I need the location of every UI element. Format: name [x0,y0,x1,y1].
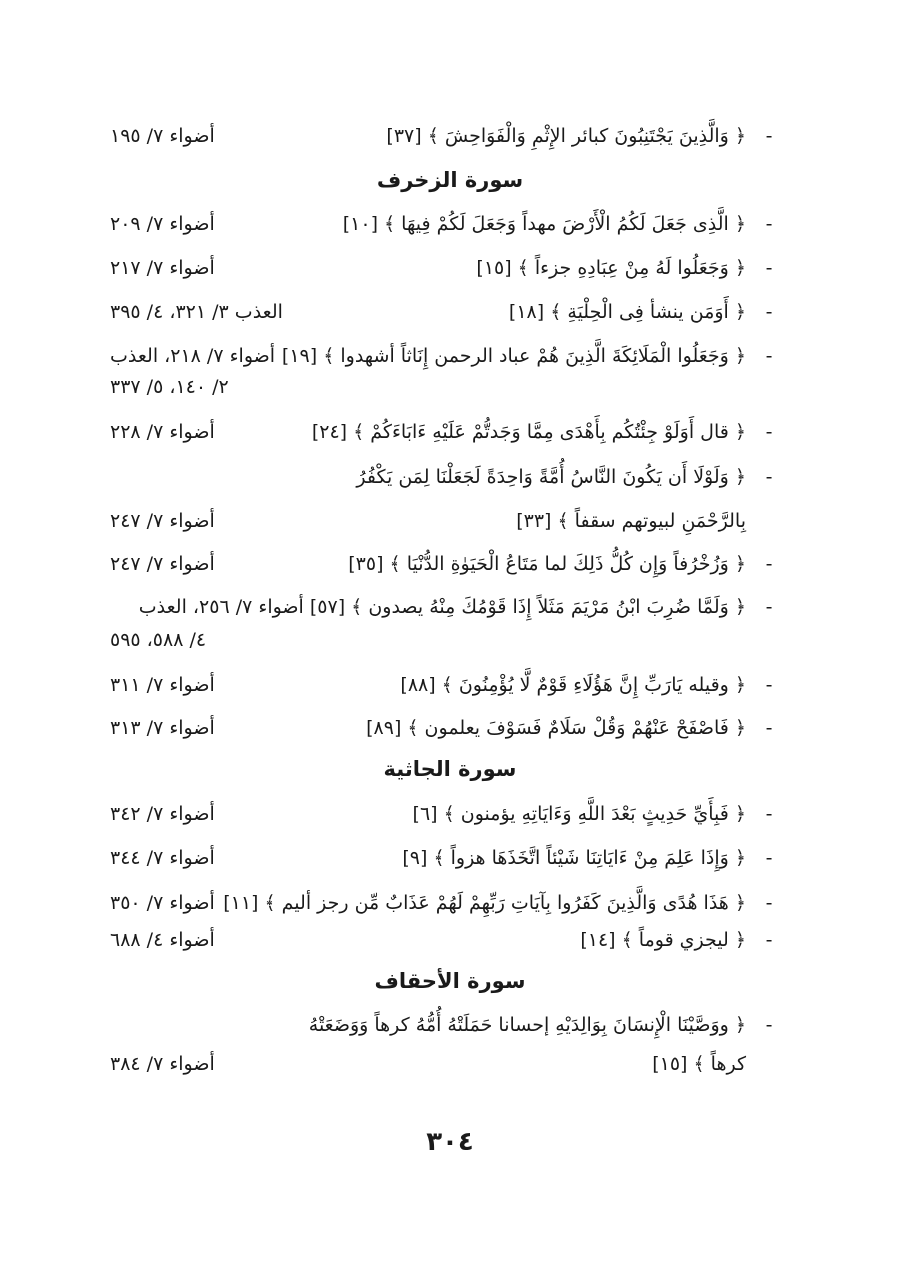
verse-text: ﴿ فَبِأَيِّ حَدِيثٍ بَعْدَ اللَّهِ وَءَايَاتِهِ يؤمنون ﴾ [٦] [412,803,746,825]
list-dash: - [765,421,773,443]
reference-continuation: ٢/ ١٤٠، ٥/ ٣٣٧ [110,376,229,398]
verse-text: ﴿ وَزُخْرُفاً وَإِن كُلُّ ذَلِكَ لما مَتَاعُ الْحَيَوٰةِ الدُّنْيَا ﴾ [٣٥] [348,553,746,575]
verse-text: ﴿ أَوَمَن ينشأ فِى الْحِلْيَةِ ﴾ [١٨] [508,301,746,323]
list-dash: - [765,674,773,696]
list-dash: - [765,466,773,488]
reference: أضواء ٧/ ٢٢٨ [110,421,215,443]
reference: أضواء ٧/ ٢٤٧ [110,510,215,532]
surah-heading: سورة الجاثية [383,757,517,781]
verse-text-continuation: كرهاً ﴾ [١٥] [652,1053,746,1075]
verse-text: ﴿ وقيله يَارَبِّ إِنَّ هَؤُلَاءِ قَوْمٌ لَّا يُؤْمِنُونَ ﴾ [٨٨] [400,674,746,696]
list-dash: - [765,301,773,323]
verse-text: ﴿ وَالَّذِينَ يَجْتَنِبُونَ كبائر الإِثْمِ وَالْفَوَاحِشَ ﴾ [٣٧] [386,125,746,147]
reference: أضواء ٧/ ٣٨٤ [110,1053,215,1075]
list-dash: - [765,257,773,279]
list-dash: - [765,213,773,235]
surah-heading: سورة الأحقاف [374,969,526,993]
reference: أضواء ٧/ ٣٥٠ [110,892,215,914]
page-number: ٣٠٤ [426,1127,474,1157]
surah-heading: سورة الزخرف [376,168,524,192]
verse-text: ﴿ هَذَا هُدًى وَالَّذِينَ كَفَرُوا بِآيَاتِ رَبِّهِمْ لَهُمْ عَذَابٌ مِّن رجز أليم ﴾ [١١] [223,892,746,914]
list-dash: - [765,125,773,147]
reference: أضواء ٧/ ١٩٥ [110,125,215,147]
verse-text: ﴿ ليجزي قوماً ﴾ [١٤] [580,929,746,951]
verse-text: ﴿ ووَصَّيْنَا الْإِنسَانَ بِوَالِدَيْهِ إحسانا حَمَلَتْهُ أُمُّهُ كرهاً وَوَضَعَتْهُ [308,1014,746,1036]
reference: أضواء ٧/ ٣٤٤ [110,847,215,869]
verse-text: ﴿ الَّذِى جَعَلَ لَكُمُ الْأَرْضَ مهداً وَجَعَلَ لَكُمْ فِيهَا ﴾ [١٠] [342,213,746,235]
list-dash: - [765,929,773,951]
list-dash: - [765,1014,773,1036]
list-dash: - [765,892,773,914]
verse-text: ﴿ وَجَعَلُوا الْمَلَائِكَةَ الَّذِينَ هُمْ عباد الرحمن إِنَاثاً أشهدوا ﴾ [١٩] [281,345,746,367]
list-dash: - [765,345,773,367]
reference: أضواء ٧/ ٢٠٩ [110,213,215,235]
list-dash: - [765,717,773,739]
verse-text: ﴿ وَلَوْلَا أَن يَكُونَ النَّاسُ أُمَّةً وَاحِدَةً لَجَعَلْنَا لِمَن يَكْفُرُ [356,466,746,488]
reference: أضواء ٧/ ٢١٨، العذب [110,345,276,367]
reference: أضواء ٧/ ٣١١ [110,674,215,696]
verse-text: ﴿ وَجَعَلُوا لَهُ مِنْ عِبَادِهِ جزءاً ﴾ [١٥] [476,257,746,279]
verse-text: ﴿ وَإِذَا عَلِمَ مِنْ ءَايَاتِنَا شَيْئاً اتَّخَذَهَا هزواً ﴾ [٩] [402,847,746,869]
verse-text: ﴿ فَاصْفَحْ عَنْهُمْ وَقُلْ سَلَامٌ فَسَوْفَ يعلمون ﴾ [٨٩] [366,717,746,739]
reference: أضواء ٧/ ٢٤٧ [110,553,215,575]
list-dash: - [765,847,773,869]
reference: أضواء ٤/ ٦٨٨ [110,929,215,951]
verse-text: ﴿ وَلَمَّا ضُرِبَ ابْنُ مَرْيَمَ مَثَلاً إِذَا قَوْمُكَ مِنْهُ يصدون ﴾ [٥٧] أضواء ٧/ ٢٥٦، العذب [138,596,746,618]
list-dash: - [765,553,773,575]
reference: العذب ٣/ ٣٢١، ٤/ ٣٩٥ [110,301,283,323]
reference-continuation: ٤/ ٥٨٨، ٥٩٥ [110,629,207,651]
list-dash: - [765,596,773,618]
verse-text-continuation: بِالرَّحْمَنِ لبيوتهم سقفاً ﴾ [٣٣] [516,510,746,532]
list-dash: - [765,803,773,825]
reference: أضواء ٧/ ٢١٧ [110,257,215,279]
reference: أضواء ٧/ ٣١٣ [110,717,215,739]
reference: أضواء ٧/ ٣٤٢ [110,803,215,825]
verse-text: ﴿ قال أَوَلَوْ جِئْتُكُم بِأَهْدَى مِمَّا وَجَدتُّمْ عَلَيْهِ ءَابَاءَكُمْ ﴾ [٢٤] [311,421,746,443]
